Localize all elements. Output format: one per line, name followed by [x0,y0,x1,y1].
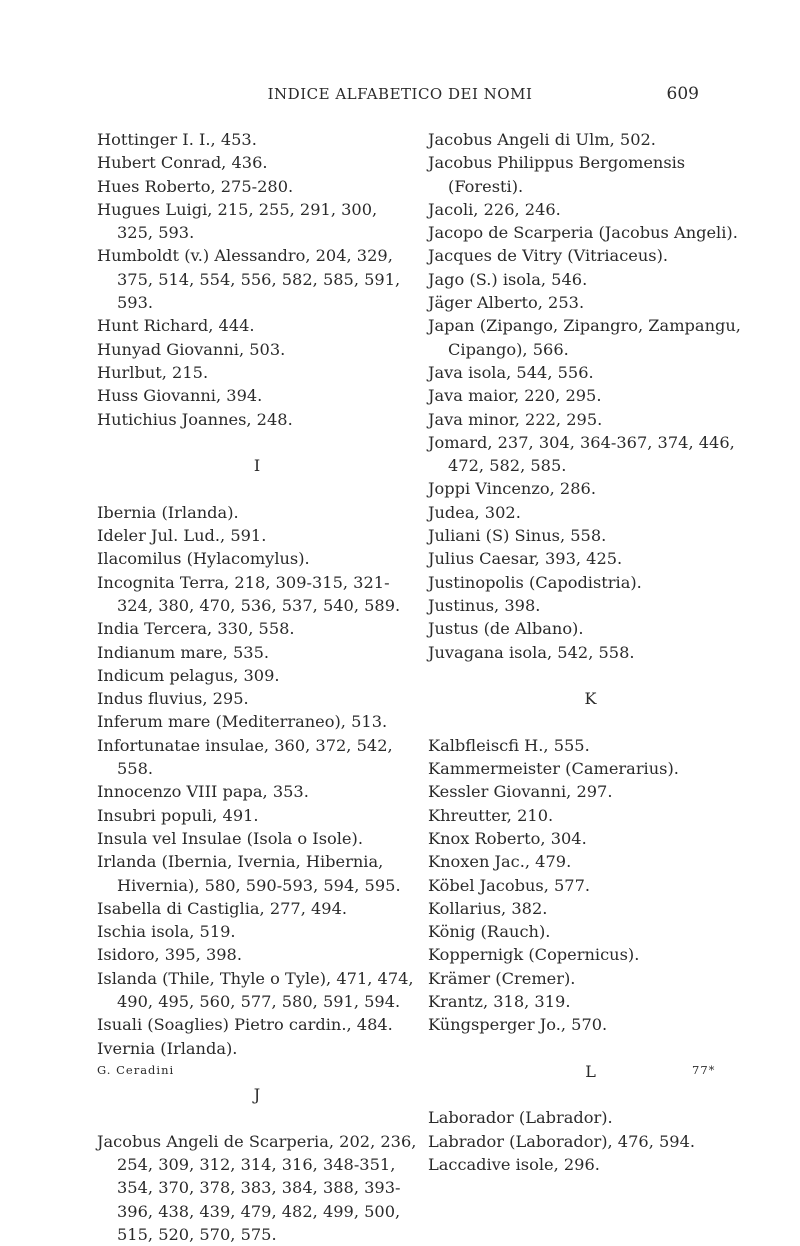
index-entry: Hubert Conrad, 436. [97,153,268,173]
index-entry: Islanda (Thile, Thyle o Tyle), 471, 474, 490, 495, 560, 577, 580, 591, 594. [97,968,414,1011]
letter-heading-j: J [253,1085,261,1105]
index-entry: König (Rauch). [428,922,551,942]
index-entry: Kollarius, 382. [428,898,548,918]
index-entry: Jacopo de Scarperia (Jacobus Angeli). [428,223,738,243]
index-entry: Knox Roberto, 304. [428,828,587,848]
index-entry: Ivernia (Irlanda). [97,1038,238,1058]
index-entry: Laccadive isole, 296. [428,1155,600,1175]
index-entry: Jacoli, 226, 246. [428,199,561,219]
index-entry: Julius Caesar, 393, 425. [428,549,623,569]
index-entry: Knoxen Jac., 479. [428,852,572,872]
letter-heading-k: K [584,689,597,709]
index-entry: Labrador (Laborador), 476, 594. [428,1131,696,1151]
index-entry: Joppi Vincenzo, 286. [428,479,596,499]
index-entry: Inferum mare (Mediterraneo), 513. [97,712,388,732]
index-entry: Hunt Richard, 444. [97,316,255,336]
index-entry: Justinopolis (Capodistria). [428,572,642,592]
index-entry: Khreutter, 210. [428,805,554,825]
index-entry: Krantz, 318, 319. [428,991,571,1011]
index-entry: Ilacomilus (Hylacomylus). [97,549,310,569]
index-entry: Jago (S.) isola, 546. [428,269,588,289]
index-entry: Jacques de Vitry (Vitriaceus). [428,246,669,266]
index-entry: Hunyad Giovanni, 503. [97,339,286,359]
index-entry: Insula vel Insulae (Isola o Isole). [97,828,363,848]
index-entry: Isabella di Castiglia, 277, 494. [97,898,348,918]
index-entry: Justus (de Albano). [428,619,584,639]
index-entry: Jacobus Philippus Bergomensis (Foresti). [428,153,686,196]
index-entry: Juvagana isola, 542, 558. [428,642,635,662]
h-entries [97,128,417,431]
index-entry: Indus fluvius, 295. [97,689,249,709]
index-entry: Irlanda (Ibernia, Ivernia, Hibernia, Hivernia), 580, 590-593, 594, 595. [97,852,401,895]
index-entry: Kessler Giovanni, 297. [428,782,613,802]
index-entry: Köbel Jacobus, 577. [428,875,591,895]
index-entry: Juliani (S) Sinus, 558. [428,526,607,546]
index-entry: Jacobus Angeli de Scarperia, 202, 236, 254, 309, 312, 314, 316, 348-351, 354, 370, 378, 383, 384, 388, 393-396, 438, 439, 479, 482, 499, 500, 515, 520, 570, 575. [97,1131,417,1244]
index-entry: Koppernigk (Copernicus). [428,945,640,965]
right-column [428,128,753,1176]
index-entry: Incognita Terra, 218, 309-315, 321-324, 380, 470, 536, 537, 540, 589. [97,572,401,615]
left-column [97,128,417,1246]
index-entry: Huss Giovanni, 394. [97,386,263,406]
index-entry: Indianum mare, 535. [97,642,270,662]
index-entry: India Tercera, 330, 558. [97,619,295,639]
index-entry: Jacobus Angeli di Ulm, 502. [428,130,656,149]
j-entries-left [97,1130,417,1246]
index-entry: Küngsperger Jo., 570. [428,1015,608,1035]
i-entries [97,501,417,1060]
index-entry: Infortunatae insulae, 360, 372, 542, 558. [97,735,393,779]
index-entry: Ischia isola, 519. [97,922,236,942]
index-entry: Java maior, 220, 295. [428,386,602,406]
index-entry: Ideler Jul. Lud., 591. [97,526,267,546]
index-entry: Java minor, 222, 295. [428,409,603,429]
index-entry: Insubri populi, 491. [97,805,259,825]
letter-heading-l: L [585,1061,596,1081]
index-entry: Justinus, 398. [428,595,541,615]
index-entry: Krämer (Cremer). [428,968,576,988]
index-entry: Kammermeister (Camerarius). [428,759,679,779]
index-entry: Hutichius Joannes, 248. [97,409,293,429]
printer-signature: G. Ceradini [97,1063,175,1077]
sheet-mark: 77* [692,1063,716,1077]
index-entry: Java isola, 544, 556. [428,362,594,382]
index-entry: Laborador (Labrador). [428,1108,613,1128]
l-entries [428,1106,753,1176]
index-entry: Hurlbut, 215. [97,362,209,382]
index-entry: Hottinger I. I., 453. [97,130,257,149]
index-entry: Kalbfleiscfi H., 555. [428,735,590,755]
index-entry: Hues Roberto, 275-280. [97,176,294,196]
page-number: 609 [666,84,699,104]
index-entry: Jäger Alberto, 253. [428,293,585,313]
j-entries-right [428,128,753,664]
index-entry: Innocenzo VIII papa, 353. [97,782,309,802]
index-entry: Hugues Luigi, 215, 255, 291, 300, 325, 593. [97,199,378,243]
index-entry: Ibernia (Irlanda). [97,502,239,522]
index-entry: Jomard, 237, 304, 364-367, 374, 446, 472, 582, 585. [428,432,735,476]
index-entry: Isidoro, 395, 398. [97,945,242,965]
running-head [0,82,800,106]
index-entry: Japan (Zipango, Zipangro, Zampangu, Cipango), 566. [428,316,741,359]
index-entry: Humboldt (v.) Alessandro, 204, 329, 375, 514, 554, 556, 582, 585, 591, 593. [97,246,401,313]
k-entries [428,734,753,1037]
index-entry: Judea, 302. [428,502,521,522]
letter-heading-i: I [253,456,261,476]
index-entry: Isuali (Soaglies) Pietro cardin., 484. [97,1015,393,1035]
page-title: INDICE ALFABETICO DEI NOMI [267,85,533,103]
index-entry: Indicum pelagus, 309. [97,665,280,685]
